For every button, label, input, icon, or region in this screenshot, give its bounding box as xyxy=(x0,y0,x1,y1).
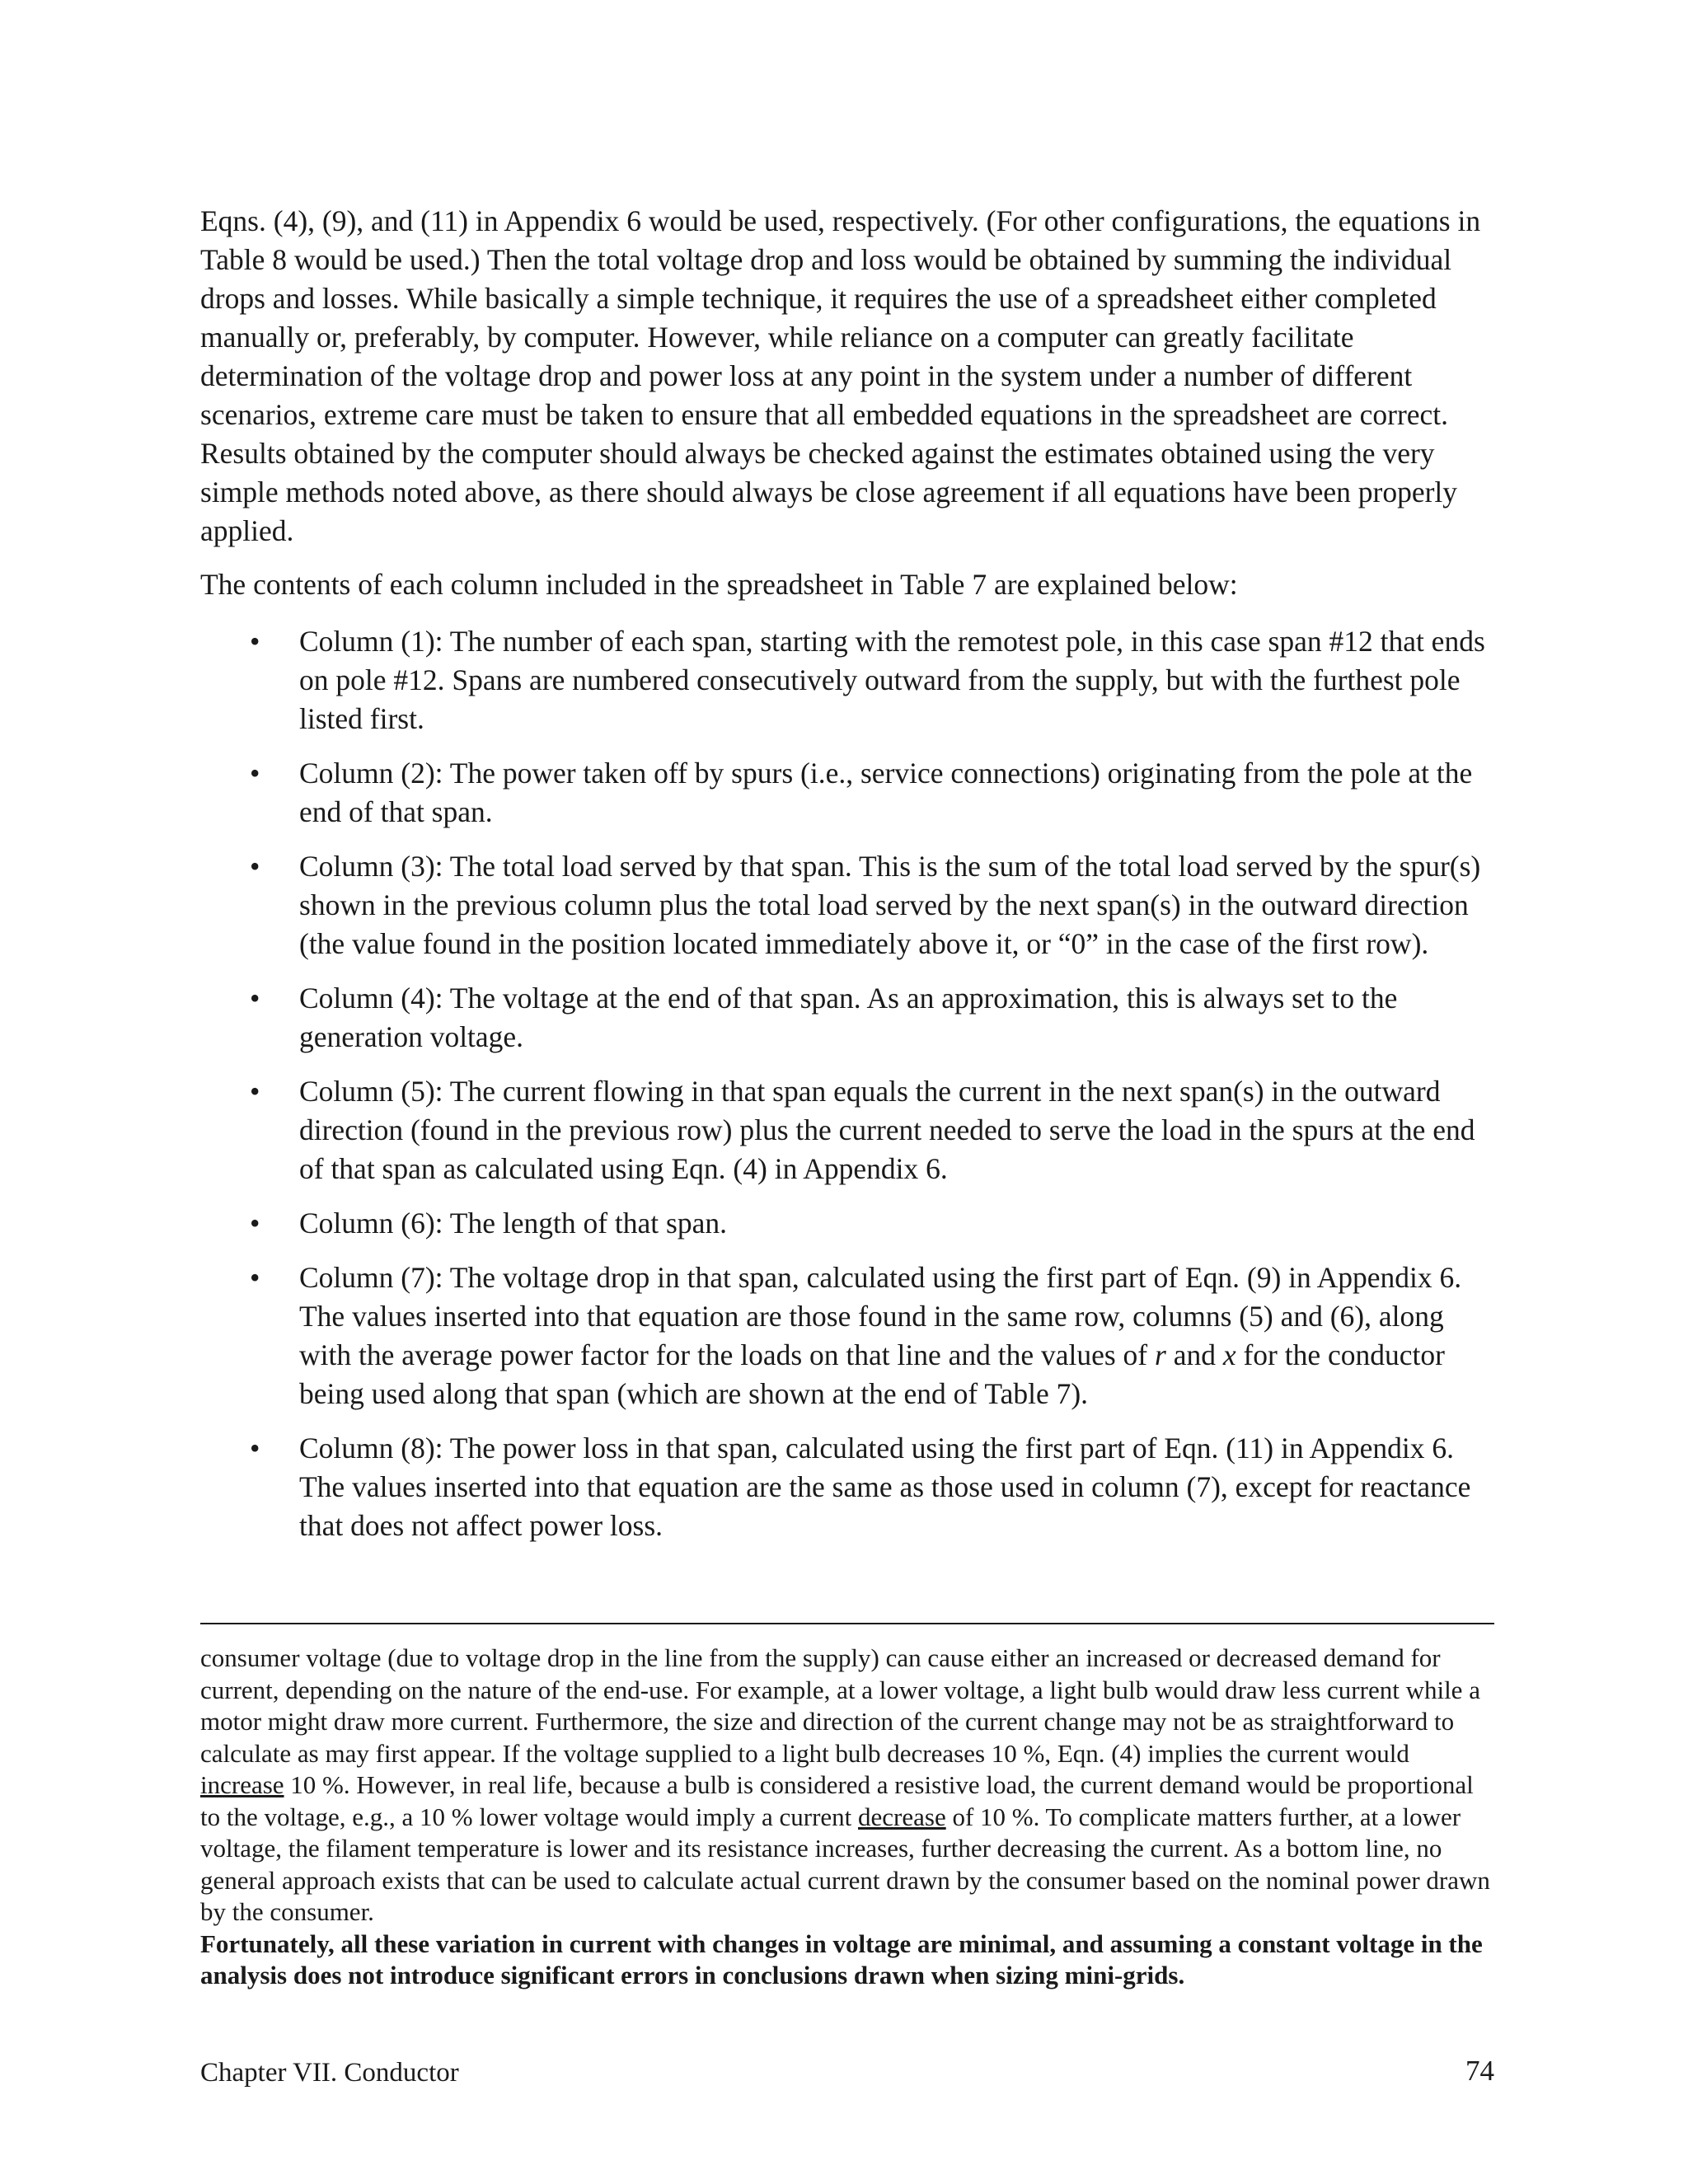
chapter-footer: Chapter VII. Conductor xyxy=(200,2058,459,2088)
list-item xyxy=(200,754,1494,832)
bullet-icon: • xyxy=(250,757,260,790)
list-item-text: Column (1): The number of each span, starting with the remotest pole, in this case span #12 that ends on pole #12. Spans are numbered consecutively outward from the supply, but with the furthest pole listed first. xyxy=(299,625,1485,735)
list-item-text: Column (2): The power taken off by spurs (i.e., service connections) originating from the pole at the end of that span. xyxy=(299,757,1473,828)
list-item xyxy=(200,1204,1494,1243)
list-item-text: Column (5): The current flowing in that span equals the current in the next span(s) in the outward direction (found in the previous row) plus the current needed to serve the load in the spurs at the end of that span as calculated using Eqn. (4) in Appendix 6. xyxy=(299,1075,1475,1185)
main-text xyxy=(200,202,1494,1545)
footnote-text xyxy=(200,1643,1494,1929)
list-item-text: Column (8): The power loss in that span, calculated using the first part of Eqn. (11) in Appendix 6. The values inserted into that equation are the same as those used in column (7), except for reactance that does not affect power loss. xyxy=(299,1432,1471,1542)
list-item xyxy=(200,847,1494,963)
list-item xyxy=(200,1429,1494,1545)
variable-x: x xyxy=(1222,1338,1236,1371)
footnote xyxy=(200,1643,1494,1992)
text-segment: for the conductor being used along that span (which are shown at the end of Table 7). xyxy=(299,1338,1445,1410)
bullet-icon: • xyxy=(250,1432,260,1465)
text-segment: and xyxy=(1165,1338,1223,1371)
bullet-icon: • xyxy=(250,1207,260,1240)
text-segment: of 10 %. To complicate matters further, at a lower voltage, the filament temperature is lower and its resistance increases, further decreasing the current. As a bottom line, no general approach exists that can be used to calculate actual current drawn by the consumer based on the nominal power drawn by the consumer. xyxy=(200,1802,1490,1926)
list-item-text xyxy=(299,1261,1461,1410)
underlined-word: decrease xyxy=(858,1802,946,1831)
list-item xyxy=(200,622,1494,738)
list-item-text: Column (4): The voltage at the end of that span. As an approximation, this is always set to the generation voltage. xyxy=(299,982,1398,1053)
text-segment: consumer voltage (due to voltage drop in the line from the supply) can cause either an increased or decreased demand for current, depending on the nature of the end-use. For example, at a lower voltage, a light bulb would draw less current while a motor might draw more current. Furthermore, the size and direction of the current change may not be as straightforward to calculate as may first appear. If the voltage supplied to a light bulb decreases 10 %, Eqn. (4) implies the current would xyxy=(200,1643,1480,1768)
bullet-icon: • xyxy=(250,850,260,883)
footnote-bold-conclusion: Fortunately, all these variation in current with changes in voltage are minimal, and assuming a constant voltage in the analysis does not introduce significant errors in conclusions drawn when sizing mini-grids. xyxy=(200,1929,1483,1990)
list-item xyxy=(200,1258,1494,1413)
text-segment: 10 %. However, in real life, because a bulb is considered a resistive load, the current demand would be proportional to the voltage, e.g., a 10 % lower voltage would imply a current xyxy=(200,1770,1474,1831)
underlined-word: increase xyxy=(200,1770,284,1799)
bullet-icon: • xyxy=(250,982,260,1015)
paragraph-2: The contents of each column included in the spreadsheet in Table 7 are explained below: xyxy=(200,568,1238,601)
bullet-icon: • xyxy=(250,1075,260,1108)
footnote-separator xyxy=(200,1623,1494,1624)
list-item xyxy=(200,1072,1494,1188)
variable-r: r xyxy=(1155,1338,1166,1371)
text-segment: Column (7): The voltage drop in that span, calculated using the first part of Eqn. (9) in Appendix 6. The values inserted into that equation are those found in the same row, columns (5) and (6), along with the average power factor for the loads on that line and the values of xyxy=(299,1261,1462,1371)
page-number: 74 xyxy=(1465,2055,1494,2087)
list-item-text: Column (6): The length of that span. xyxy=(299,1207,727,1240)
bullet-icon: • xyxy=(250,1261,260,1294)
bullet-icon: • xyxy=(250,625,260,658)
list-item xyxy=(200,979,1494,1057)
list-item-text: Column (3): The total load served by that span. This is the sum of the total load served by the spur(s) shown in the previous column plus the total load served by the next span(s) in the outward direction (the value found in the position located immediately above it, or “0” in the case of the first row). xyxy=(299,850,1481,960)
paragraph-1: Eqns. (4), (9), and (11) in Appendix 6 would be used, respectively. (For other configurations, the equations in Table 8 would be used.) Then the total voltage drop and loss would be obtained by summing the individual drops and losses. While basically a simple technique, it requires the use of a spreadsheet either completed manually or, preferably, by computer. However, while reliance on a computer can greatly facilitate determination of the voltage drop and power loss at any point in the system under a number of different scenarios, extreme care must be taken to ensure that all embedded equations in the spreadsheet are correct. Results obtained by the computer should always be checked against the estimates obtained using the very simple methods noted above, as there should always be close agreement if all equations have been properly applied. xyxy=(200,204,1481,547)
column-explanations-list xyxy=(200,622,1494,1545)
